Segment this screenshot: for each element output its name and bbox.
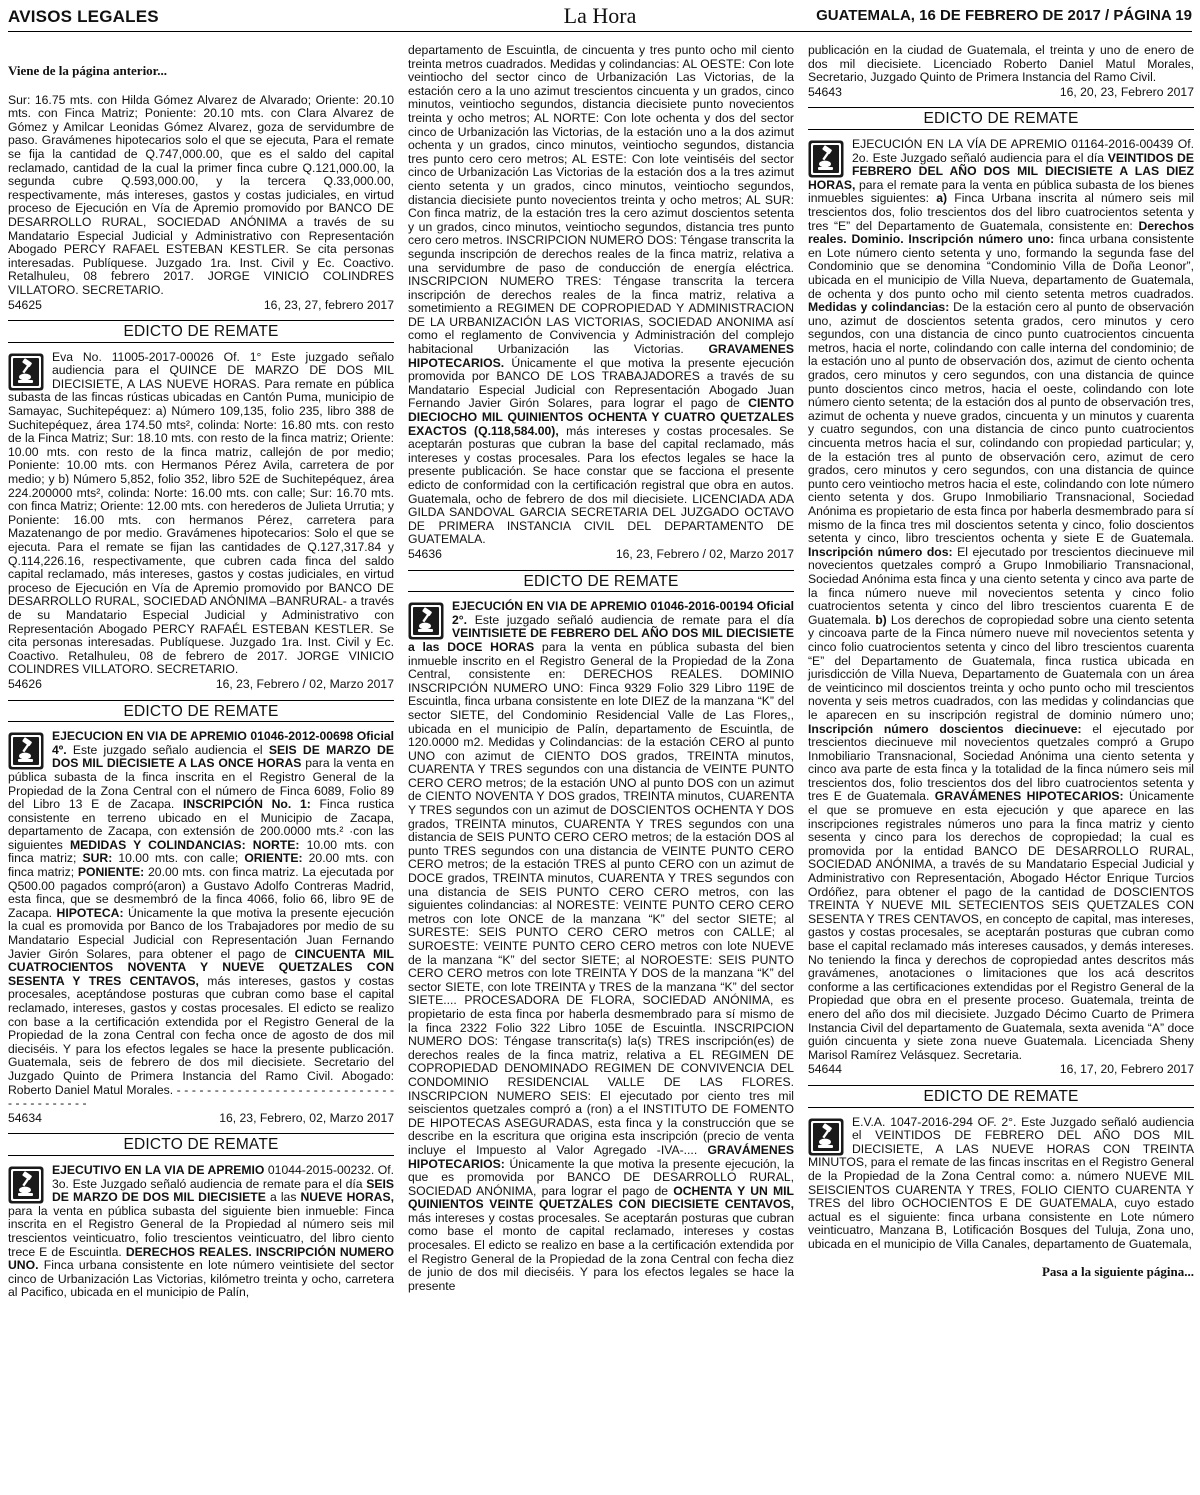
masthead bbox=[0, 0, 1200, 34]
edict-notice bbox=[8, 1164, 394, 1300]
notice-footer bbox=[808, 86, 1194, 100]
column-2 bbox=[408, 44, 794, 1293]
notice-number: 54643 bbox=[808, 84, 842, 99]
column-3 bbox=[808, 44, 1194, 1279]
notice-dates: 16, 23, Febrero / 02, Marzo 2017 bbox=[615, 546, 794, 561]
notice-dates: 16, 20, 23, Febrero 2017 bbox=[1059, 84, 1194, 99]
notice-number: 54636 bbox=[408, 546, 442, 561]
notice-number: 54625 bbox=[8, 297, 42, 312]
edict-notice bbox=[408, 600, 794, 1293]
continued-from-label: Viene de la página anterior... bbox=[8, 63, 168, 78]
gavel-hand-icon bbox=[8, 1166, 44, 1204]
notice-continued-text: Sur: 16.75 mts. con Hilda Gómez Alvarez de Alvarado; Oriente: 20.10 mts. con Finca Matriz; Poniente: 20.10 mts. con Clara Alvarez de Gómez y Amilcar Leonidas Gómez Alvarez, goza de servidumbre de paso. Gravámenes hipotecarios solo el que se ejecuta, Para el remate se fija la cantidad de Q.747,000.00, que es el saldo del capital reclamado, cantidad de la cual la primer finca cubre Q.121,000.00, la segunda cubre Q.593,000.00, y la tercera Q.33,000.00, respectivamente, más intereses, gastos y costas judiciales, en virtud proceso de Ejecución en Vía de Apremio promovido por BANCO DE DESARROLLO RURAL, SOCIEDAD ANÓNIMA a través de su Mandatario Especial Judicial y Administrativo con Representación Abogado PERCY RAFAEL ESTEBAN KESTLER. Se cita personas interesadas. Publíquese. Juzgado 1ra. Inst. Civil y Ec. Coactivo. Retalhuleu, 08 febrero 2017. JORGE VINICIO COLINDRES VILLATORO. SECRETARIO. bbox=[8, 92, 394, 297]
date-page-label: GUATEMALA, 16 DE FEBRERO DE 2017 / PÁGINA 19 bbox=[816, 7, 1192, 24]
edict-text: EJECUCION EN VIA DE APREMIO 01046-2012-00698 Oficial 4º. Este juzgado señalo audiencia el SEIS DE MARZO DE DOS MIL DIECISIETE A LAS ONCE HORAS para la venta en pública subasta de la finca inscrita en el Registro General de la Propiedad de la Zona Central con el número de Finca 6089, Folio 89 del Libro 13 E de Zacapa. INSCRIPCIÓN No. 1: Finca rustica consistente en terreno ubicado en el Municipio de Zacapa, departamento de Zacapa, con extensión de 200.0000 mts.² ·con las siguientes MEDIDAS Y COLINDANCIAS: NORTE: 10.00 mts. con finca matriz; SUR: 10.00 mts. con calle; ORIENTE: 20.00 mts. con finca matriz; PONIENTE: 20.00 mts. con finca matriz. La ejecutada por Q500.00 pagados compró(aron) a Gustavo Adolfo Contreras Madrid, esta finca, que se desmembró de la finca 4066, folio 66, libro 9E de Zacapa. HIPOTECA: Únicamente la que motiva la presente ejecución la cual es promovida por Banco de los Trabajadores por medio de su Mandatario Especial Judicial con Representación Juan Fernando Javier Girón Solares, para obtener el pago de CINCUENTA MIL CUATROCIENTOS NOVENTA Y NUEVE QUETZALES CON SESENTA Y TRES CENTAVOS, más intereses, gastos y costas procesales, aceptándose posturas que cubran como base el capital reclamado, intereses, gastos y costas procesales. El edicto se realizo con base a la certificación extendida por el Registro General de la Propiedad de la zona Central con fecha once de agosto de dos mil dieciséis. Y para los efectos legales se hace la presente publicación. Guatemala, seis de febrero de dos mil diecisiete. Secretario del Juzgado Quinto de Primera Instancia del Ramo Civil. Abogado: Roberto Daniel Matul Morales. - - - - - - - - - - - - - - - - - - - - - - - - - - - - - - - - - - - - - - - - bbox=[8, 729, 394, 1111]
notice-dates: 16, 23, 27, febrero 2017 bbox=[263, 297, 394, 312]
notice-number: 54626 bbox=[8, 676, 42, 691]
column-1 bbox=[8, 44, 394, 1300]
edict-notice bbox=[8, 351, 394, 692]
edict-heading: EDICTO DE REMATE bbox=[808, 1085, 1194, 1108]
edict-text-continued: departamento de Escuintla, de cincuenta y tres punto ocho mil ciento treinta metros cuadrados. Medidas y colindancias: AL OESTE: Con lote veintiocho del sector cinco de Urbanización Las Victorias, de la estación cero a la uno azimut trescientos cincuenta y un grados, cinco minutos, veintiocho segundos, distancia diecisiete punto novecientos treinta y ocho metros; AL NORTE: Con lote ochenta y dos del sector cinco de Urbanización las Victorias, de la estación uno a la dos azimut ochenta y un grados, cinco minutos, veintiocho segundos, distancia tres punto cero cero metros; AL ESTE: Con lote veintiséis del sector cinco de Urbanización Las Victorias de la estación dos a la tres azimut ciento setenta y un grados, cinco minutos, veintiocho segundos, distancia diecisiete punto novecientos treinta y ocho metros; AL SUR: Con finca matriz, de la estación tres la cero azimut doscientos setenta y un grados, cinco minutos, veintiocho segundos, distancia tres punto cero cero metros. INSCRIPCION NUMERO DOS: Téngase transcrita la segunda inscripción de derechos reales de la finca matriz, relativa a una servidumbre de paso de conducción de energía eléctrica. INSCRIPCION NUMERO TRES: Téngase transcrita la tercera inscripción de derechos reales de la finca matriz, relativa a sometimiento a REGIMEN DE COPROPIEDAD Y ADMINISTRACION DE LA URBANIZACIÓN LAS VICTORIAS, SOCIEDAD ANONIMA así como el reglamento de Convivencia y Administración del complejo habitacional Urbanización las Victorias. GRAVAMENES HIPOTECARIOS. Únicamente el que motiva la presente ejecución promovida por BANCO DE LOS TRABAJADORES a través de su Mandatario Especial Judicial con Representación Abogado Juan Fernando Javier Girón Solares, para lograr el pago de CIENTO DIECIOCHO MIL QUINIENTOS OCHENTA Y CUATRO QUETZALES EXACTOS (Q.118,584.00), más intereses y costas procesales. Se aceptarán posturas que cubran la base del capital reclamado, más intereses y costas procesales. Para los efectos legales se hace la presente publicación. Se hace constar que se facciona el presente edicto de conformidad con la certificación registral que obra en autos. Guatemala, ocho de febrero de dos mil diecisiete. LICENCIADA ADA GILDA SANDOVAL GARCIA SECRETARIA DEL JUZGADO OCTAVO DE PRIMERA INSTANCIA CIVIL DEL DEPARTAMENTO DE GUATEMALA. bbox=[408, 43, 794, 547]
notice-footer bbox=[408, 548, 794, 562]
edict-heading: EDICTO DE REMATE bbox=[8, 320, 394, 343]
notice-number: 54644 bbox=[808, 1062, 842, 1077]
notice-footer bbox=[8, 1112, 394, 1126]
gavel-hand-icon bbox=[808, 1118, 844, 1156]
edict-text: E.V.A. 1047-2016-294 OF. 2°. Este Juzgado señaló audiencia el VEINTIDOS DE FEBRERO DEL AÑO DOS MIL DIECISIETE, A LAS NUEVE HORAS CON TREINTA MINUTOS, para el remate de las fincas inscritas en el Registro General de la Propiedad de la Zona Central como: a. número NUEVE MIL SEISCIENTOS CUARENTA Y TRES, FOLIO CIENTO CUARENTA Y TRES del libro OCHOCIENTOS E DE GUATEMALA, cuyo estado actual es el siguiente: finca urbana consistente en Lote número veinticuatro, Manzana B, Lotificación Bosques del Tuluja, Zona uno, ubicada en el municipio de Villa Canales, departamento de Guatemala, bbox=[808, 1114, 1194, 1251]
edict-text: EJECUTIVO EN LA VIA DE APREMIO 01044-2015-00232. Of. 3o. Este Juzgado señaló audiencia de remate para el día SEIS DE MARZO DE DOS MIL DIECISIETE a las NUEVE HORAS, para la venta en pública subasta del siguiente bien inmueble: Finca inscrita en el Registro General de la Propiedad al número seis mil trescientos veinticuatro, folio trescientos veinticuatro, del libro ciento trece E de Escuintla. DERECHOS REALES. INSCRIPCIÓN NUMERO UNO. Finca urbana consistente en lote número veintisiete del sector cinco de Urbanización Las Victorias, kilómetro treinta y ocho, carretera al Pacifico, ubicada en el municipio de Palín, bbox=[8, 1162, 395, 1300]
edict-notice bbox=[808, 1116, 1194, 1252]
notice-dates: 16, 23, Febrero / 02, Marzo 2017 bbox=[215, 676, 394, 691]
notice-dates: 16, 23, Febrero, 02, Marzo 2017 bbox=[219, 1110, 394, 1125]
gavel-hand-icon bbox=[808, 140, 844, 178]
masthead-rule bbox=[8, 31, 1192, 32]
notice-footer bbox=[8, 678, 394, 692]
gavel-hand-icon bbox=[8, 732, 44, 770]
edict-notice bbox=[8, 730, 394, 1125]
edict-notice bbox=[808, 138, 1194, 1077]
edict-heading: EDICTO DE REMATE bbox=[408, 570, 794, 593]
continued-on-next-page-label: Pasa a la siguiente página... bbox=[1041, 1264, 1194, 1280]
notice-number: 54634 bbox=[8, 1110, 42, 1125]
section-title: AVISOS LEGALES bbox=[8, 7, 159, 26]
newspaper-logo: La Hora bbox=[563, 3, 637, 28]
edict-heading: EDICTO DE REMATE bbox=[808, 107, 1194, 130]
notice-footer bbox=[8, 299, 394, 313]
gavel-hand-icon bbox=[408, 602, 444, 640]
notice-footer bbox=[808, 1063, 1194, 1077]
edict-heading: EDICTO DE REMATE bbox=[8, 1133, 394, 1156]
edict-text: Eva No. 11005-2017-00026 Of. 1° Este juzgado señalo audiencia para el QUINCE DE MARZO DE DOS MIL DIECISIETE, A LAS NUEVE HORAS. Para remate en pública subasta de las fincas rústicas ubicadas en Cantón Puma, municipio de Samayac, Suchitepéquez: a) Número 109,135, folio 235, libro 388 de Suchitepéquez, área 174.50 mts², colinda: Norte: 16.80 mts. con resto de la Finca Matriz; Sur: 18.10 mts. con resto de la finca matriz; Oriente: 10.00 mts. con resto de la finca matriz, callejón de por medio; Poniente: 10.00 mts. con Hermanos Pérez Avila, carretera de por medio; y b) Número 5,852, folio 352, libro 52E de Suchitepéquez, área 224.200000 mts², colinda: Norte: 16.00 mts. con calle; Sur: 16.70 mts. con finca Matriz; Oriente: 12.00 mts. con herederos de Julieta Urrutia; y Poniente: 16.00 mts. con hermanos Pérez, carretera para Mazatenango de por medio. Gravámenes hipotecarios: Solo el que se ejecuta. Para el remate se fijan las cantidades de Q.127,317.84 y Q.114,226.16, respectivamente, que cubren cada finca del saldo capital reclamado, más intereses, gastos y costas judiciales, en virtud proceso de Ejecución en Vía de Apremio promovido por BANCO DE DESARROLLO RURAL, SOCIEDAD ANÓNIMA –BANRURAL- a través de su Mandatario Especial Judicial y Administrativo con Representación Abogado PERCY RAFAÉL ESTEBAN KESTLER. Se cita personas interesadas. Publíquese. Juzgado 1ra. Inst. Civil y Ec. Coactivo. Retalhuleu, 08 de febrero de 2017. JORGE VINICIO COLINDRES VILLATORO. SECRETARIO. bbox=[8, 349, 394, 677]
notice-dates: 16, 17, 20, Febrero 2017 bbox=[1059, 1062, 1194, 1077]
edict-text: EJECUCIÓN EN VIA DE APREMIO 01046-2016-00194 Oficial 2°. Este juzgado señaló audiencia de remate para el día VEINTISIETE DE FEBRERO DEL AÑO DOS MIL DIECISIETE a las DOCE HORAS para la venta en pública subasta del bien inmueble inscrito en el Registro General de la Propiedad de la Zona Central, consistente en: DERECHOS REALES. DOMINIO INSCRIPCIÓN NUMERO UNO: Finca 9329 Folio 329 Libro 119E de Escuintla, finca urbana consistente en lote DIEZ de la manzana “K” del sector SIETE, del Condominio Residencial Valle de Las Flores,, ubicada en el municipio de Palín, departamento de Escuintla, de 120.0000 m2. Medidas y Colindancias: de la estación CERO al punto UNO con azimut de CIENTO DOS grados, TREINTA minutos, CUARENTA Y TRES segundos con una distancia de VEINTE PUNTO CERO CERO metros; de la estación UNO al punto DOS con un azimut de CIENTO NOVENTA Y DOS grados, TREINTA minutos, CUARENTA Y TRES segundos con un azimut de DOSCIENTOS OCHENTA Y DOS grados, TREINTA minutos, CUARENTA Y TRES segundos con una distancia de SEIS PUNTO CERO CERO metros; de la estación DOS al punto TRES segundos con una distancia de VEINTE PUNTO CERO CERO metros; de la estación TRES al punto CERO con un azimut de DOCE grados, TREINTA minutos, CUARENTA Y TRES segundos con una distancia de SEIS PUNTO CERO CERO metros, con las siguientes colindancias: al NORESTE: VEINTE PUNTO CERO CERO metros con lote ONCE de la manzana “K” del sector SIETE; al SURESTE: SEIS PUNTO CERO CERO metros con CALLE; al SUROESTE: VEINTE PUNTO CERO CERO metros con lote NUEVE de la manzana “K” del sector SIETE; al NOROESTE: SEIS PUNTO CERO CERO metros con lote TREINTA Y DOS de la manzana “K” del sector SIETE, con lote TREINTA y TRES de la manzana “K” del sector SIETE.... PROCESADORA DE FLORA, SOCIEDAD ANÓNIMA, es propietario de esta finca por haberla desmembrado para sí mismo de la finca 2322 Folio 322 Libro 105E de Escuintla. INSCRIPCION NUMERO DOS: Téngase transcrita(s) la(s) TRES inscripción(es) de derechos reales de la finca matriz, relativa a EL REGIMEN DE COPROPIEDAD DENOMINADO REGIMEN DE CONVIVENCIA DEL CONDOMINIO RESIDENCIAL VALLE DE LAS FLORES. INSCRIPCION NUMERO SEIS: El ejecutado por ciento tres mil seiscientos quetzales compró a (ron) a el INSTITUTO DE FOMENTO DE HIPOTECAS ASEGURADAS, esta finca y la construcción que se describe en la escritura que origina esta inscripción (precio de venta incluye el Impuesto al Valor Agregado -IVA-.... GRAVÁMENES HIPOTECARIOS: Únicamente la que motiva la presente ejecución, la que es promovida por BANCO DE DESARROLLO RURAL, SOCIEDAD ANÓNIMA, para lograr el pago de OCHENTA Y UN MIL QUINIENTOS VEINTE QUETZALES CON DIECISIETE CENTAVOS, más intereses y costas procesales. Se aceptarán posturas que cubran como base el monto de capital reclamado, intereses y costas procesales. El edicto se realizo en base a la certificación extendida por el Registro General de la Propiedad de la zona Central con fecha diez de junio de dos mil dieciséis. Y para los efectos legales se hace la presente bbox=[408, 599, 795, 1293]
gavel-hand-icon bbox=[8, 353, 44, 391]
edict-heading: EDICTO DE REMATE bbox=[8, 700, 394, 723]
edict-text: EJECUCIÓN EN LA VÍA DE APREMIO 01164-2016-00439 Of. 2o. Este Juzgado señaló audiencia para el día VEINTIDOS DE FEBRERO DEL AÑO DOS MIL DIECISIETE A LAS DIEZ HORAS, para el remate para la venta en pública subasta de los bienes inmuebles siguientes: a) Finca Urbana inscrita al número seis mil trescientos dos, folio trescientos dos del libro cuatrocientos setenta y tres “E” del Departamento de Guatemala, consistente en: Derechos reales. Dominio. Inscripción número uno: finca urbana consistente en Lote número ciento setenta y uno, formando la segunda fase del Condominio que se denomina “Condominio Villa de Doña Leonor”, ubicada en el municipio de Villa Nueva, departamento de Guatemala, de ochenta y dos punto ocho mil ciento setenta metros cuadrados. Medidas y colindancias: De la estación cero al punto de observación uno, azimut de doscientos setenta grados, cero minutos y cero segundos, con una distancia de cinco punto cuatrocientos cincuenta metros, hacia el norte, colindando con calle interna del condominio; de la estación uno al punto de observación dos, azimut de ciento ochenta grados, cero minutos y cero segundos, con una distancia de quince punto doscientos cinco metros, hacia el oeste, colindando con lote número ciento setenta; de la estación dos al punto de observación tres, azimut de ochenta y nueve grados, cincuenta y un minutos y cuarenta y cuatro segundos, con una distancia de cinco punto cuatrocientos cincuenta metros hacia el sur, colindando con propiedad particular; y, de la estación tres al punto de observación cero, azimut de cero grados, cero minutos y cero segundos, con una distancia de quince punto cero veintiocho metros hacia el este, colindando con lote número ciento setenta y dos. Grupo Inmobiliario Transnacional, Sociedad Anónima es propietario de esta finca por haberla desmembrado para sí mismo de la finca tres mil doscientos setenta y cinco, folio doscientos setenta y cinco, libro trescientos ochenta y siete E de Guatemala. Inscripción número dos: El ejecutado por trescientos diecinueve mil novecientos quetzales compró a Grupo Inmobiliario Transnacional, Sociedad Anónima esta finca y una ciento setenta y cinco ava parte de la finca número nueve mil novecientos setenta y cinco folio cuatrocientos setenta y cinco del libro trescientos cuarenta E de Guatemala. b) Los derechos de copropiedad sobre una ciento setenta y cincoava parte de la Finca número nueve mil novecientos setenta y cinco folio cuatrocientos setenta y cinco del libro trescientos cuarenta “E” del Departamento de Guatemala, finca rustica ubicada en jurisdicción de Villa Nueva, Departamento de Guatemala con un área de veinticinco mil doscientos treinta y ocho punto ocho mil trescientos noventa y seis metros cuadrados, con las medidas y colindancias que le aparecen en su inscripción registral de dominio número uno; Inscripción número doscientos diecinueve: el ejecutado por trescientos diecinueve mil novecientos quetzales compró a Grupo Inmobiliario Transnacional, Sociedad Anónima una ciento setenta y cinco ava parte de esta finca y la totalidad de la finca número seis mil trescientos dos, folio trescientos dos del libro cuatrocientos setenta y tres E de Guatemala. GRAVÁMENES HIPOTECARIOS: Únicamente el que se promueve en esta ejecución y que aparece en las inscripciones registrales números uno para la finca matriz y ciento sesenta y cinco para los derechos de copropiedad; la cual es promovida por la entidad BANCO DE DESARROLLO RURAL, SOCIEDAD ANÓNIMA, a través de su Mandatario Especial Judicial y Administrativo con Representación, Abogado Héctor Enrique Turcios Ordóñez, para obtener el pago de la cantidad de DOSCIENTOS TREINTA Y NUEVE MIL SETECIENTOS SEIS QUETZALES CON SESENTA Y TRES CENTAVOS, en concepto de capital, mas intereses, gastos y costas procesales, se aceptarán posturas que cubran como base el capital reclamado más intereses causados, y demás intereses. No teniendo la finca y derechos de copropiedad antes descritos más gravámenes, anotaciones o limitaciones que los acá descritos conforme a las certificaciones extendidas por el Registro General de la Propiedad que obra en el presente proceso. Guatemala, treinta de enero del año dos mil diecisiete. Juzgado Décimo Cuarto de Primera Instancia Civil del departamento de Guatemala, sexta avenida “A” doce guión cincuenta y siete zona nueve Guatemala. Licenciada Sheny Marisol Ramírez Velásquez. Secretaria. bbox=[808, 136, 1195, 1062]
edict-text-continued: publicación en la ciudad de Guatemala, el treinta y uno de enero de dos mil diecisiete. Licenciado Roberto Daniel Matul Morales, Secretario, Juzgado Quinto de Primera Instancia del Ramo Civil. bbox=[808, 43, 1194, 85]
